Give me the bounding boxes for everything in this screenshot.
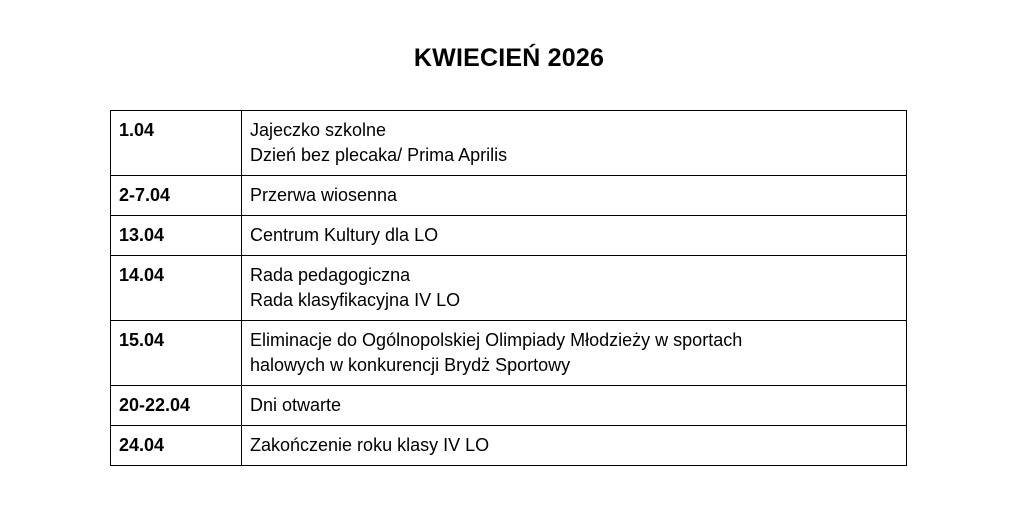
table-row (111, 321, 907, 386)
table-row (111, 111, 907, 176)
table-row (111, 256, 907, 321)
event-text: Centrum Kultury dla LO (250, 225, 439, 245)
date-cell: 2-7.04 (111, 176, 242, 216)
table-row (111, 176, 907, 216)
schedule-table (110, 110, 907, 466)
event-text: Dzień bez plecaka/ Prima Aprilis (250, 145, 508, 165)
date-cell: 15.04 (111, 321, 242, 386)
date-cell: 1.04 (111, 111, 242, 176)
event-text: Dni otwarte (250, 395, 342, 415)
date-cell: 24.04 (111, 426, 242, 466)
table-row (111, 386, 907, 426)
date-cell: 14.04 (111, 256, 242, 321)
event-text: Rada klasyfikacyjna IV LO (250, 290, 461, 310)
events-cell (242, 426, 907, 466)
events-cell (242, 321, 907, 386)
events-cell (242, 256, 907, 321)
date-cell: 20-22.04 (111, 386, 242, 426)
event-text: Rada pedagogiczna (250, 265, 411, 285)
events-cell (242, 386, 907, 426)
event-text: Eliminacje do Ogólnopolskiej Olimpiady Młodzieży w sportach (250, 330, 743, 350)
table-row (111, 426, 907, 466)
date-cell: 13.04 (111, 216, 242, 256)
event-text: halowych w konkurencji Brydż Sportowy (250, 355, 571, 375)
events-cell (242, 216, 907, 256)
events-cell (242, 111, 907, 176)
table-row (111, 216, 907, 256)
event-text: Jajeczko szkolne (250, 120, 387, 140)
event-text: Przerwa wiosenna (250, 185, 398, 205)
event-text: Zakończenie roku klasy IV LO (250, 435, 490, 455)
events-cell (242, 176, 907, 216)
page-title: KWIECIEŃ 2026 (413, 44, 605, 72)
